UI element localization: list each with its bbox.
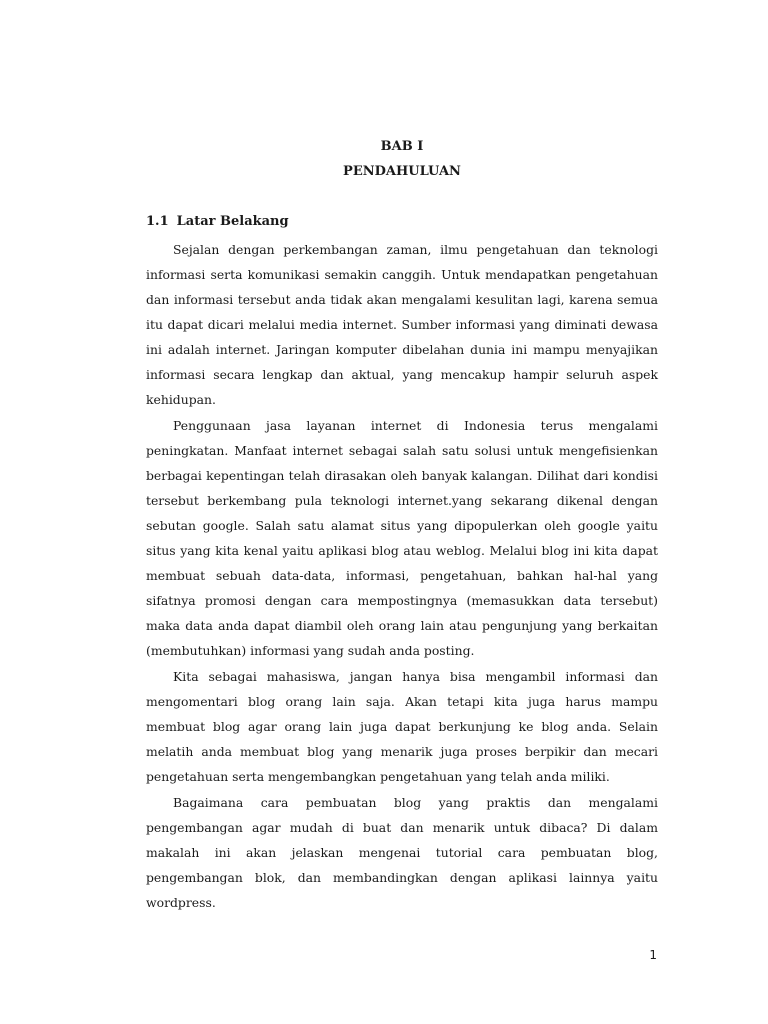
paragraph-3: Kita sebagai mahasiswa, jangan hanya bisa mengambil informasi dan mengomentari blog orang lain saja. Akan tetapi kita juga harus mampu membuat blog agar orang lain juga dapat berkunjung ke blog anda. Selain melatih anda membuat blog yang menarik juga proses berpikir dan mecari pengetahuan serta mengembangkan pengetahuan yang telah anda miliki.	[146, 668, 658, 784]
section-number: 1.1	[146, 214, 169, 229]
body-text	[146, 237, 658, 915]
section-heading	[146, 212, 289, 232]
paragraph-4: Bagaimana cara pembuatan blog yang praktis dan mengalami pengembangan agar mudah di buat dan menarik untuk dibaca? Di dalam makalah ini akan jelaskan mengenai tutorial cara pembuatan blog, pengembangan blok, dan membandingkan dengan aplikasi lainnya yaitu wordpress.	[146, 794, 658, 910]
chapter-title: PENDAHULUAN	[343, 164, 461, 179]
paragraph-2: Penggunaan jasa layanan internet di Indonesia terus mengalami peningkatan. Manfaat internet sebagai salah satu solusi untuk mengefisienkan berbagai kepentingan telah dirasakan oleh banyak kalangan. Dilihat dari kondisi tersebut berkembang pula teknologi internet.yang sekarang dikenal dengan sebutan google. Salah satu alamat situs yang dipopulerkan oleh google yaitu situs yang kita kenal yaitu aplikasi blog atau weblog. Melalui blog ini kita dapat membuat sebuah data-data, informasi, pengetahuan, bahkan hal-hal yang sifatnya promosi dengan cara mempostingnya (memasukkan data tersebut) maka data anda dapat diambil oleh orang lain atau pengunjung yang berkaitan (membutuhkan) informasi yang sudah anda posting.	[146, 417, 658, 659]
chapter-number: BAB I	[380, 139, 424, 154]
page-number: 1	[649, 948, 657, 962]
section-title: Latar Belakang	[176, 214, 289, 229]
paragraph-1: Sejalan dengan perkembangan zaman, ilmu pengetahuan dan teknologi informasi serta komunikasi semakin canggih. Untuk mendapatkan pengetahuan dan informasi tersebut anda tidak akan mengalami kesulitan lagi, karena semua itu dapat dicari melalui media internet. Sumber informasi yang diminati dewasa ini adalah internet. Jaringan komputer dibelahan dunia ini mampu menyajikan informasi secara lengkap dan aktual, yang mencakup hampir seluruh aspek kehidupan.	[146, 242, 658, 408]
